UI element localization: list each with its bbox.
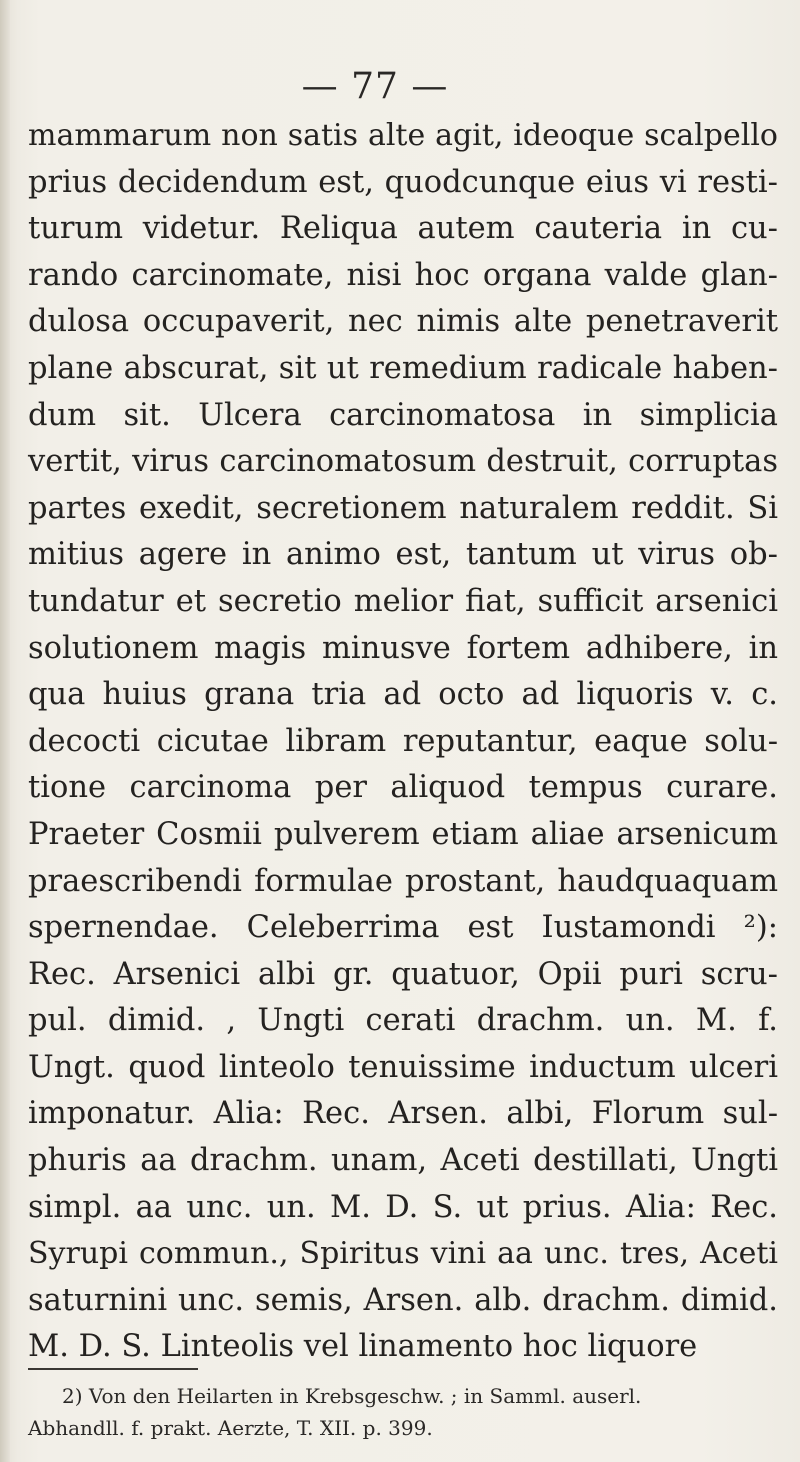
text-line: Praeter Cosmii pulverem etiam aliae arsenicum xyxy=(28,816,778,852)
text-line: Syrupi commun., Spiritus vini aa unc. tres, Aceti xyxy=(28,1236,778,1272)
text-line: mitius agere in animo est, tantum ut virus ob- xyxy=(28,537,778,573)
text-line: turum videtur. Reliqua autem cauteria in cu- xyxy=(28,211,778,247)
text-line: decocti cicutae libram reputantur, eaque solu- xyxy=(28,723,778,759)
text-line: rando carcinomate, nisi hoc organa valde glan- xyxy=(28,257,778,293)
text-line: imponatur. Alia: Rec. Arsen. albi, Florum sul- xyxy=(28,1096,778,1132)
text-line: Ungt. quod linteolo tenuissime inductum ulceri xyxy=(28,1049,778,1085)
text-line: solutionem magis minusve fortem adhibere, in xyxy=(28,630,778,666)
text-line: mammarum non satis alte agit, ideoque scalpello xyxy=(28,118,778,153)
text-line: pul. dimid. , Ungti cerati drachm. un. M. f. xyxy=(28,1003,778,1039)
footnote-line: Abhandll. f. prakt. Aerzte, T. XII. p. 399. xyxy=(28,1416,433,1440)
text-line: phuris aa drachm. unam, Aceti destillati, Ungti xyxy=(28,1143,778,1179)
footnote-rule xyxy=(28,1368,198,1370)
body-text xyxy=(28,113,778,1371)
text-line: Rec. Arsenici albi gr. quatuor, Opii puri scru- xyxy=(28,956,778,992)
text-line: plane abscurat, sit ut remedium radicale haben- xyxy=(28,350,778,386)
text-line: partes exedit, secretionem naturalem reddit. Si xyxy=(28,490,778,526)
footnote xyxy=(28,1380,778,1444)
text-line: praescribendi formulae prostant, haudquaquam xyxy=(28,863,778,899)
page-gutter xyxy=(0,0,10,1462)
text-line: spernendae. Celeberrima est Iustamondi ²): xyxy=(28,910,778,946)
text-line: M. D. S. Linteolis vel linamento hoc liquore xyxy=(28,1329,698,1365)
text-line: dulosa occupaverit, nec nimis alte penetraverit xyxy=(28,304,778,340)
text-line: tione carcinoma per aliquod tempus curare. xyxy=(28,770,778,806)
page-number: — 77 — xyxy=(301,66,449,107)
text-line: saturnini unc. semis, Arsen. alb. drachm. dimid. xyxy=(28,1282,778,1318)
text-line: dum sit. Ulcera carcinomatosa in simplicia xyxy=(28,397,778,433)
text-line: tundatur et secretio melior fiat, sufficit arsenici xyxy=(28,583,778,619)
footnote-line: 2) Von den Heilarten in Krebsgeschw. ; in Samml. auserl. xyxy=(62,1384,642,1408)
text-line: vertit, virus carcinomatosum destruit, corruptas xyxy=(28,444,778,480)
text-line: simpl. aa unc. un. M. D. S. ut prius. Alia: Rec. xyxy=(28,1189,778,1225)
text-line: qua huius grana tria ad octo ad liquoris v. c. xyxy=(28,677,778,713)
text-line: prius decidendum est, quodcunque eius vi resti- xyxy=(28,164,778,200)
